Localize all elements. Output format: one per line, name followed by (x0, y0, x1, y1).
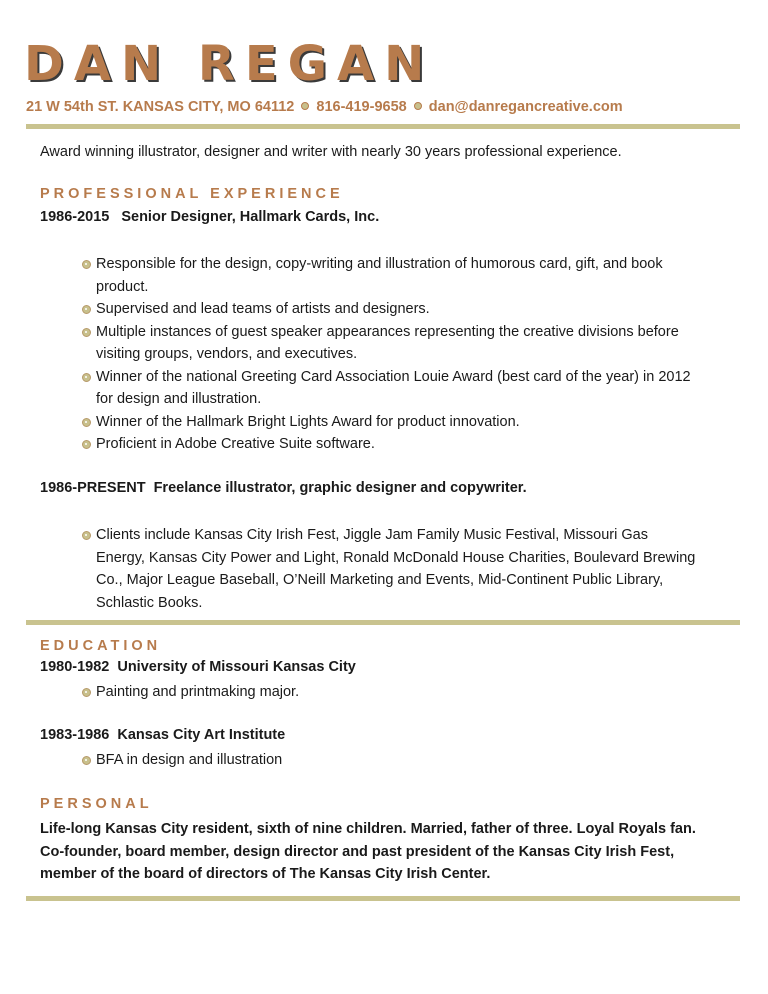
job-years: 1986-PRESENT (40, 480, 146, 496)
bullet-icon (82, 373, 91, 382)
bullet-icon (82, 418, 91, 427)
school-bullets (80, 681, 680, 704)
job-bullets (80, 253, 700, 456)
list-item: Multiple instances of guest speaker appearances representing the creative divisions before visiting groups, vendors, and executives. (80, 321, 700, 366)
school-name: University of Missouri Kansas City (117, 659, 356, 675)
school-line (40, 659, 356, 675)
personal-line: member of the board of directors of The Kansas City Irish Center. (40, 866, 491, 882)
personal-line: Life-long Kansas City resident, sixth of nine children. Married, father of three. Loyal Royals fan. (40, 821, 696, 837)
school-name: Kansas City Art Institute (117, 727, 286, 743)
job-line (40, 209, 379, 225)
personal-line: Co-founder, board member, design director and past president of the Kansas City Irish Fest, (40, 843, 675, 860)
bullet-icon (82, 328, 91, 337)
job-bullets (80, 524, 696, 614)
job-line (40, 480, 527, 496)
list-item: Clients include Kansas City Irish Fest, Jiggle Jam Family Music Festival, Missouri Gas Energy, Kansas City Power and Light, Ronald McDonald House Charities, Boulevard Brewing Co., Major League Baseball, O’Neill Marketing and Events, Mid-Continent Public Library, Schlastic Books. (80, 524, 696, 614)
divider-rule (26, 896, 740, 901)
list-item: Proficient in Adobe Creative Suite software. (80, 433, 700, 456)
separator-dot-icon (414, 102, 422, 110)
list-item: Painting and printmaking major. (80, 681, 680, 704)
job-title: Freelance illustrator, graphic designer and copywriter. (153, 480, 527, 496)
phone: 816-419-9658 (316, 99, 407, 115)
school-line (40, 727, 285, 743)
section-heading-experience: PROFESSIONAL EXPERIENCE (40, 186, 344, 202)
address: 21 W 54th ST. KANSAS CITY, MO 64112 (26, 99, 295, 115)
section-heading-education: EDUCATION (40, 638, 162, 654)
bullet-icon (82, 440, 91, 449)
job-years: 1986-2015 (40, 209, 110, 225)
list-item: Supervised and lead teams of artists and designers. (80, 298, 700, 321)
divider-rule (26, 620, 740, 625)
list-item: Winner of the Hallmark Bright Lights Award for product innovation. (80, 411, 700, 434)
bullet-icon (82, 531, 91, 540)
bullet-icon (82, 688, 91, 697)
list-item: Winner of the national Greeting Card Association Louie Award (best card of the year) in 2012 for design and illustration. (80, 366, 700, 411)
school-years: 1980-1982 (40, 659, 110, 675)
summary: Award winning illustrator, designer and writer with nearly 30 years professional experience. (40, 144, 622, 160)
personal-text (40, 818, 696, 886)
divider-rule (26, 124, 740, 129)
list-item: Responsible for the design, copy-writing and illustration of humorous card, gift, and book product. (80, 253, 700, 298)
bullet-icon (82, 305, 91, 314)
separator-dot-icon (301, 102, 309, 110)
list-item: BFA in design and illustration (80, 749, 680, 772)
bullet-icon (82, 260, 91, 269)
section-heading-personal: PERSONAL (40, 796, 153, 812)
bullet-icon (82, 756, 91, 765)
job-title: Senior Designer, Hallmark Cards, Inc. (121, 209, 380, 225)
school-bullets (80, 749, 680, 772)
email: dan@danregancreative.com (428, 99, 623, 115)
resume-name: DAN REGAN (24, 36, 435, 92)
contact-line (26, 99, 623, 115)
school-years: 1983-1986 (40, 727, 110, 743)
